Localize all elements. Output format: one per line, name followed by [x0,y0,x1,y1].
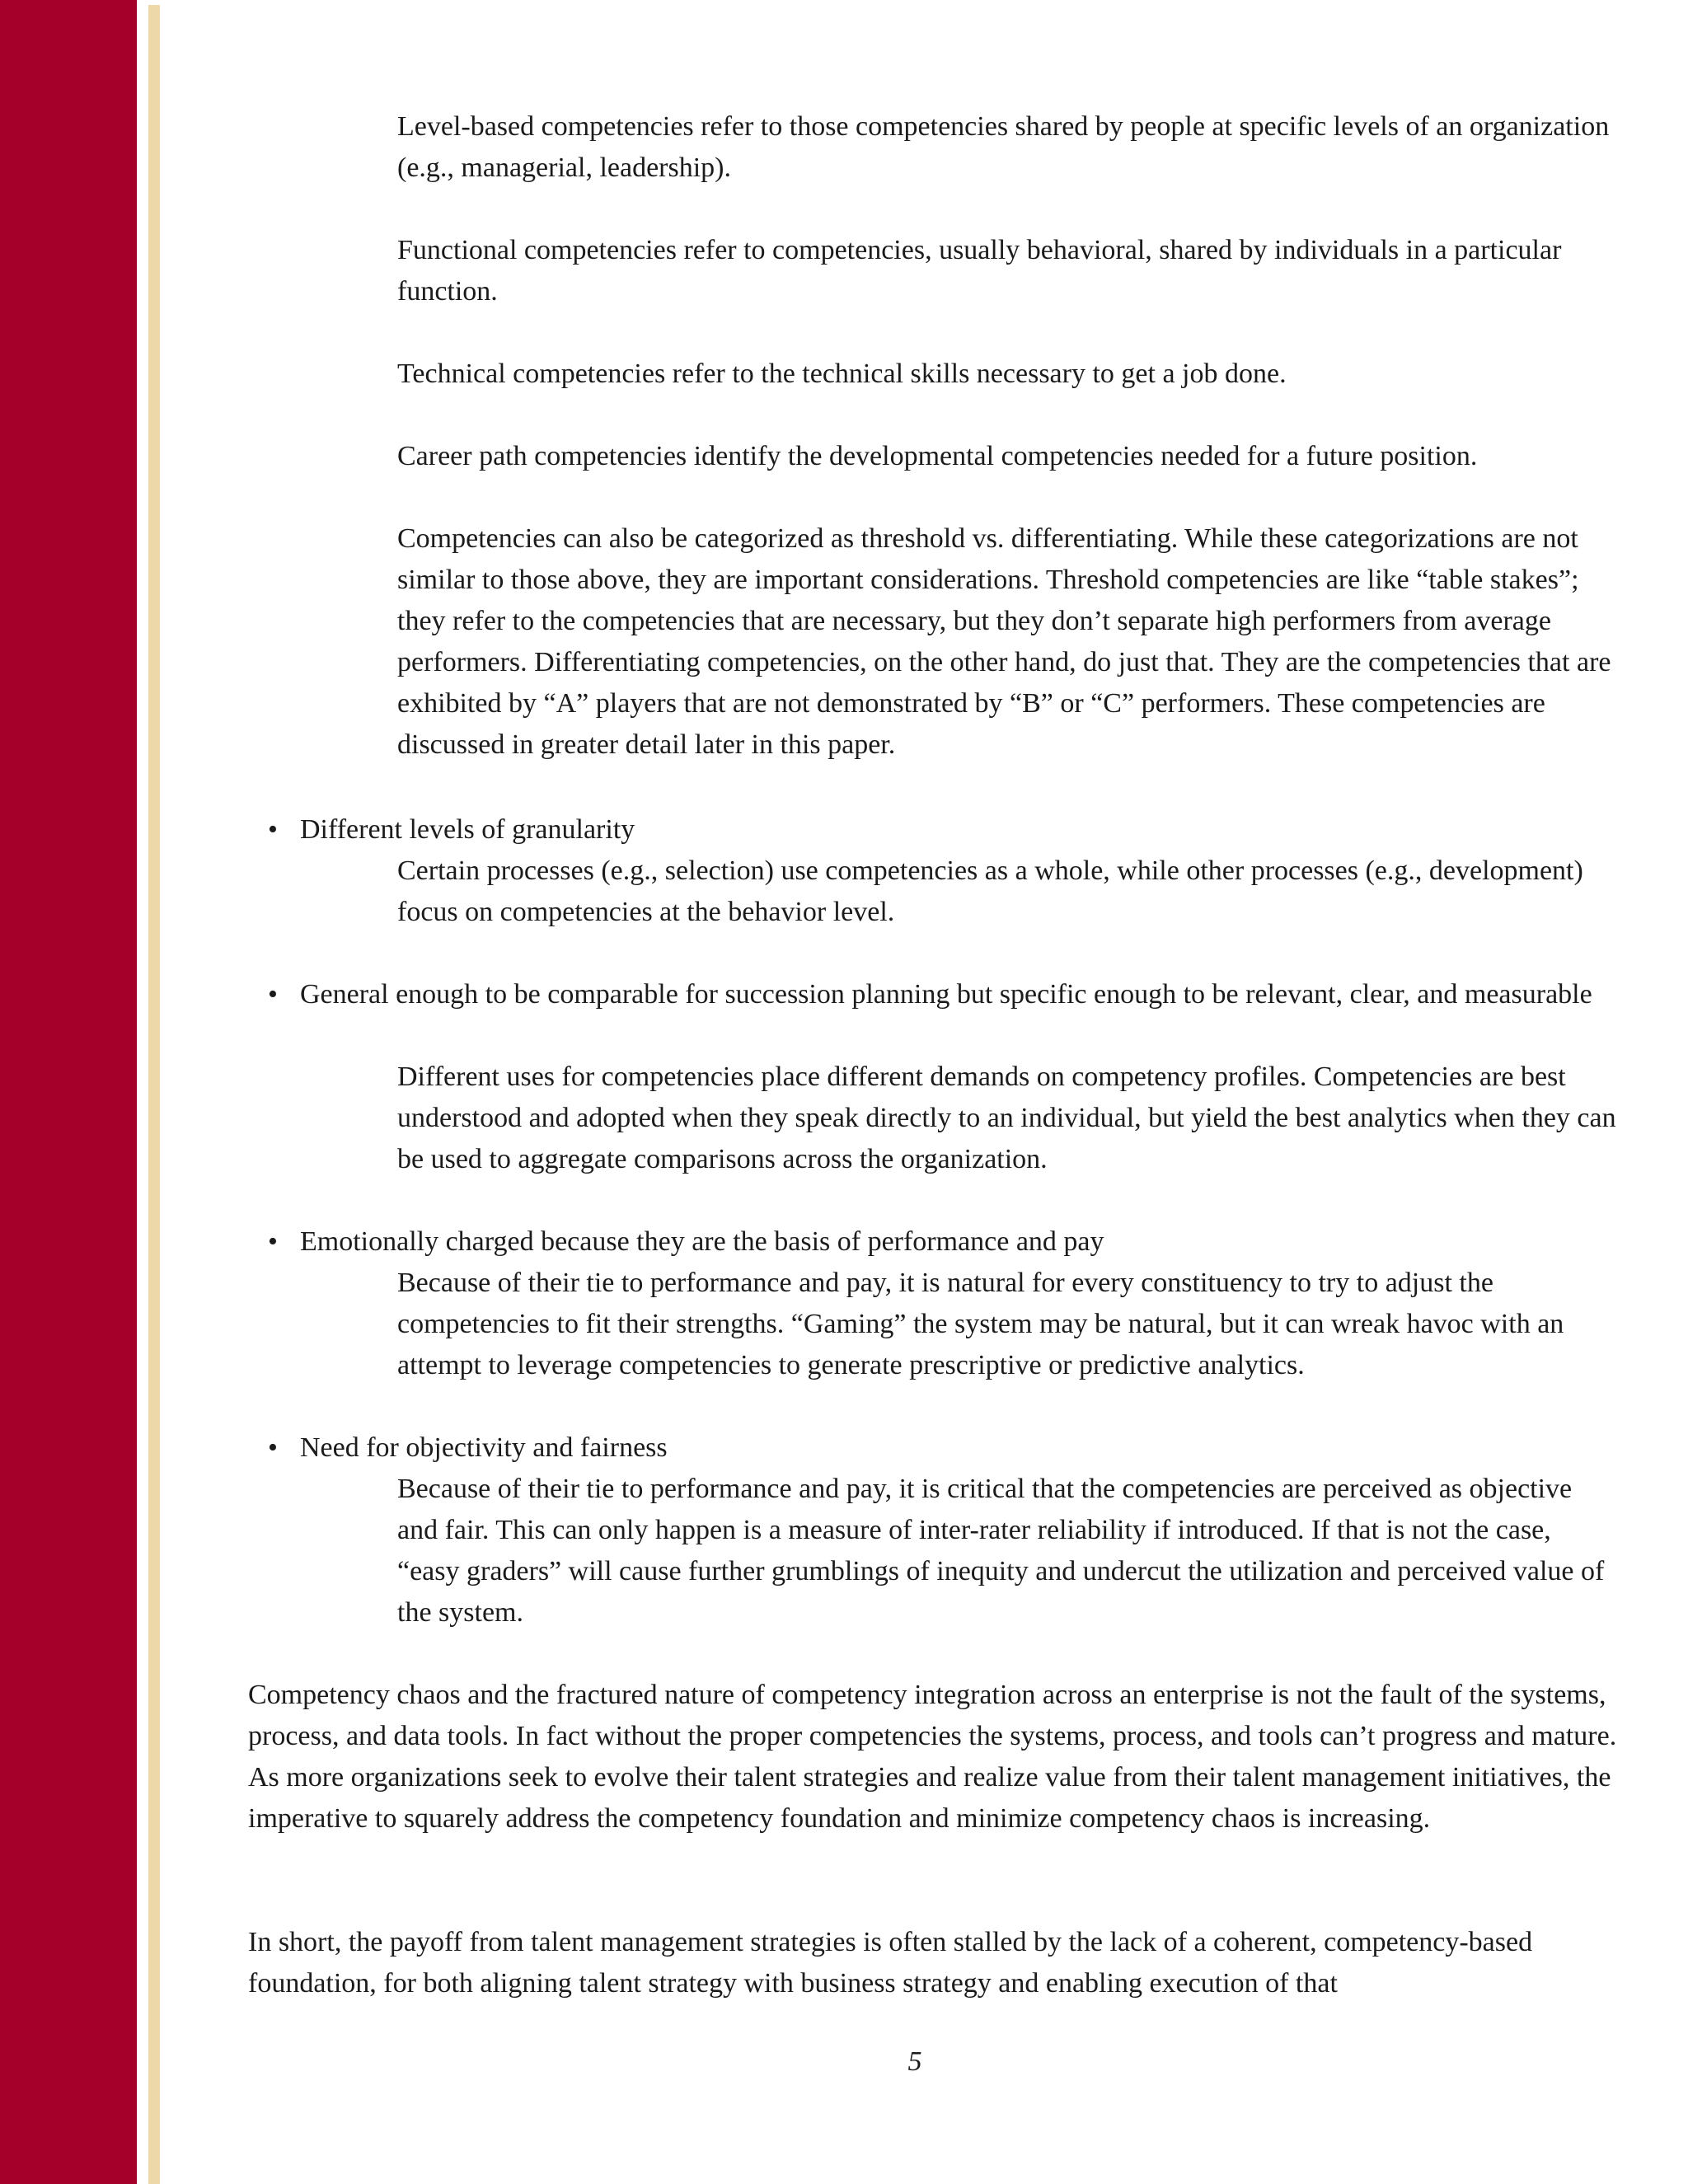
paragraph-level-based: Level-based competencies refer to those competencies shared by people at specific levels of an organization (e.g., managerial, leadership). [397,111,1610,183]
bullet-label-emotionally-charged: Emotionally charged because they are the basis of performance and pay [300,1226,1104,1257]
page-number: 5 [907,2046,922,2077]
bullet-detail-granularity: Certain processes (e.g., selection) use competencies as a whole, while other processes (e.g., development) focus on competencies at the behavior level. [397,855,1583,927]
paragraph-technical: Technical competencies refer to the technical skills necessary to get a job done. [397,359,1287,389]
bullet-marker: • [268,979,278,1010]
bullet-label-comparable: General enough to be comparable for succession planning but specific enough to be relevant, clear, and measurable [300,979,1592,1010]
paragraph-career-path: Career path competencies identify the developmental competencies needed for a future position. [397,441,1478,471]
bullet-detail-objectivity: Because of their tie to performance and pay, it is critical that the competencies are perceived as objective and fair. This can only happen is a measure of inter-rater reliability if introduced. If that is not the case, “easy graders” will cause further grumblings of inequity and undercut the utilization and perceived value of the system. [397,1474,1605,1628]
paragraph-payoff: In short, the payoff from talent management strategies is often stalled by the lack of a coherent, competency-based foundation, for both aligning talent strategy with business strategy and enabling execution of that [248,1927,1533,1999]
paragraph-functional: Functional competencies refer to competencies, usually behavioral, shared by individuals in a particular function. [397,235,1562,307]
bullet-marker: • [268,1226,278,1257]
bullet-detail-comparable: Different uses for competencies place different demands on competency profiles. Competencies are best understood and adopted when they speak directly to an individual, but yield the best analytics when they can be used to aggregate comparisons across the organization. [397,1062,1616,1174]
bullet-detail-emotionally-charged: Because of their tie to performance and pay, it is natural for every constituency to try to adjust the competencies to fit their strengths. “Gaming” the system may be natural, but it can wreak havoc with an attempt to leverage competencies to generate prescriptive or predictive analytics. [397,1268,1564,1380]
bullet-marker: • [268,814,278,845]
bullet-label-objectivity: Need for objectivity and fairness [300,1432,668,1463]
bullet-label-granularity: Different levels of granularity [300,814,635,845]
bullet-marker: • [268,1432,278,1463]
paragraph-threshold: Competencies can also be categorized as threshold vs. differentiating. While these categorizations are not similar to those above, they are important considerations. Threshold competencies are like “table stakes”; they refer to the competencies that are necessary, but they don’t separate high performers from average performers. Differentiating competencies, on the other hand, do just that. They are the competencies that are exhibited by “A” players that are not demonstrated by “B” or “C” performers. These competencies are discussed in greater detail later in this paper. [397,523,1611,760]
paragraph-competency-chaos: Competency chaos and the fractured nature of competency integration across an enterprise is not the fault of the systems, process, and data tools. In fact without the proper competencies the systems, process, and tools can’t progress and mature. As more organizations seek to evolve their talent strategies and realize value from their talent management initiatives, the imperative to squarely address the competency foundation and minimize competency chaos is increasing. [248,1680,1617,1834]
